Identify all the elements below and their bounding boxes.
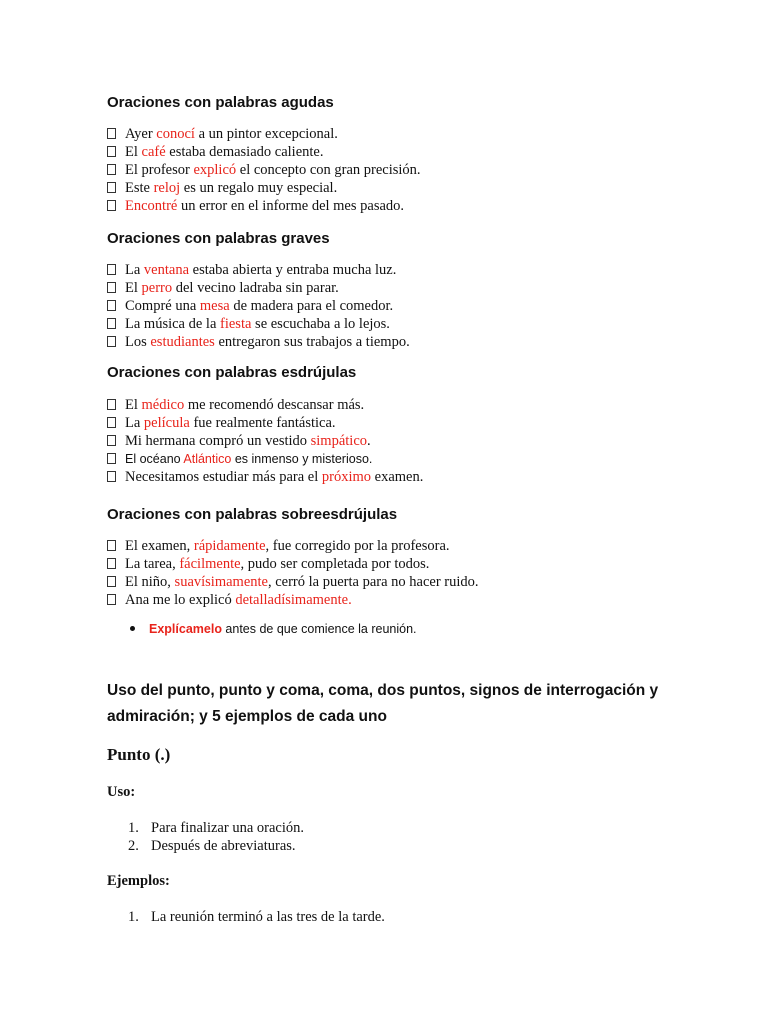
bullet-icon [130, 626, 135, 631]
list-item: Mi hermana compró un vestido simpático. [107, 432, 423, 450]
list-item: La película fue realmente fantástica. [107, 414, 423, 432]
list-item: 1. Para finalizar una oración. [128, 820, 304, 836]
list-item: La música de la fiesta se escuchaba a lo lejos. [107, 315, 410, 333]
list-item: Compré una mesa de madera para el comedor. [107, 297, 410, 315]
punto-heading: Punto (.) [107, 745, 171, 764]
checkbox-placeholder-icon [107, 594, 116, 605]
ejemplos-label: Ejemplos: [107, 873, 170, 889]
list-item: Ana me lo explicó detalladísimamente. [107, 591, 479, 609]
checkbox-placeholder-icon [107, 471, 116, 482]
list-item: La tarea, fácilmente, pudo ser completada por todos. [107, 555, 479, 573]
checkbox-placeholder-icon [107, 164, 116, 175]
list-item: El médico me recomendó descansar más. [107, 396, 423, 414]
list-item: Los estudiantes entregaron sus trabajos a tiempo. [107, 333, 410, 351]
ejemplos-list [128, 908, 385, 926]
checkbox-placeholder-icon [107, 128, 116, 139]
checkbox-placeholder-icon [107, 200, 116, 211]
list-item: El niño, suavísimamente, cerró la puerta para no hacer ruido. [107, 573, 479, 591]
checkbox-placeholder-icon [107, 417, 116, 428]
punctuation-heading: Uso del punto, punto y coma, coma, dos puntos, signos de interrogación y admiración; y 5 ejemplos de cada uno [107, 682, 659, 725]
checkbox-placeholder-icon [107, 282, 116, 293]
uso-label: Uso: [107, 784, 136, 800]
checkbox-placeholder-icon [107, 336, 116, 347]
bullet-item: Explícamelo antes de que comience la reunión. [130, 622, 417, 636]
list-agudas [107, 125, 421, 215]
heading-graves: Oraciones con palabras graves [107, 230, 330, 247]
uso-list [128, 819, 304, 855]
heading-sobreesdrujulas: Oraciones con palabras sobreesdrújulas [107, 506, 398, 523]
list-item: El café estaba demasiado caliente. [107, 143, 421, 161]
checkbox-placeholder-icon [107, 399, 116, 410]
list-item: Este reloj es un regalo muy especial. [107, 179, 421, 197]
checkbox-placeholder-icon [107, 318, 116, 329]
list-item: Encontré un error en el informe del mes pasado. [107, 197, 421, 215]
checkbox-placeholder-icon [107, 435, 116, 446]
list-item: La ventana estaba abierta y entraba mucha luz. [107, 261, 410, 279]
checkbox-placeholder-icon [107, 264, 116, 275]
list-item: 2. Después de abreviaturas. [128, 838, 296, 854]
checkbox-placeholder-icon [107, 300, 116, 311]
list-item: El profesor explicó el concepto con gran precisión. [107, 161, 421, 179]
list-graves [107, 261, 410, 351]
list-item: El océano Atlántico es inmenso y misterioso. [107, 450, 423, 468]
list-sobreesdrujulas [107, 537, 479, 609]
checkbox-placeholder-icon [107, 576, 116, 587]
checkbox-placeholder-icon [107, 540, 116, 551]
checkbox-placeholder-icon [107, 558, 116, 569]
list-item: Necesitamos estudiar más para el próximo examen. [107, 468, 423, 486]
checkbox-placeholder-icon [107, 182, 116, 193]
checkbox-placeholder-icon [107, 453, 116, 464]
list-item: El examen, rápidamente, fue corregido por la profesora. [107, 537, 479, 555]
list-item: El perro del vecino ladraba sin parar. [107, 279, 410, 297]
heading-esdrujulas: Oraciones con palabras esdrújulas [107, 364, 357, 381]
checkbox-placeholder-icon [107, 146, 116, 157]
list-esdrujulas [107, 396, 423, 486]
list-item: 1. La reunión terminó a las tres de la tarde. [128, 909, 385, 925]
heading-agudas: Oraciones con palabras agudas [107, 94, 334, 111]
list-item: Ayer conocí a un pintor excepcional. [107, 125, 421, 143]
